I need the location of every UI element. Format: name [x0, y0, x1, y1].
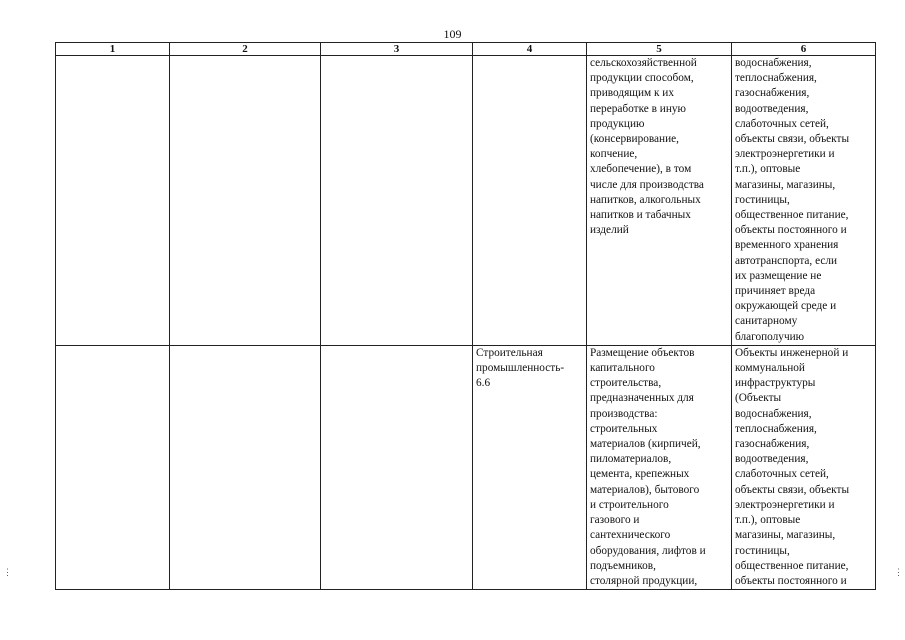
table-row	[56, 56, 876, 346]
table-cell	[473, 56, 587, 346]
table-header-row	[56, 43, 876, 56]
table-cell	[170, 345, 321, 589]
table-row	[56, 345, 876, 589]
column-header-5: 5	[587, 43, 732, 56]
table-cell	[732, 345, 876, 589]
cell-permitted-objects: водоснабжения, теплоснабжения, газоснабжения, водоотведения, слаботочных сетей, объекты связи, объекты электроэнергетики и т.п.), оптовые магазины, магазины, гостиницы, общественное питание, объекты постоянного и временного хранения автотранспорта, если их размещение не причиняет вреда окружающей среде и санитарному благополучию	[735, 57, 850, 343]
table-cell	[587, 56, 732, 346]
table-cell	[321, 345, 473, 589]
column-header-6: 6	[732, 43, 876, 56]
column-header-3: 3	[321, 43, 473, 56]
column-header-2: 2	[170, 43, 321, 56]
cell-description: Размещение объектов капитального строительства, предназначенных для производства: строительных материалов (кирпичей, пиломатериалов, цемента, крепежных материалов), бытового и строительного газового и сантехнического оборудования, лифтов и подъемников, столярной продукции,	[590, 346, 706, 587]
land-use-table	[55, 42, 876, 590]
cell-permitted-objects: Объекты инженерной и коммунальной инфраструктуры (Объекты водоснабжения, теплоснабжения, газоснабжения, водоотведения, слаботочных сетей, объекты связи, объекты электроэнергетики и т.п.), оптовые магазины, магазины, гостиницы, общественное питание, объекты постоянного и	[735, 346, 850, 587]
cell-description: сельскохозяйственной продукции способом, приводящим к их переработке в иную продукцию (консервирование, копчение, хлебопечение), в том числе для производства напитков, алкогольных напитков и табачных изделий	[590, 57, 704, 237]
scan-edge-mark-left: ⋮	[3, 567, 12, 577]
column-header-4: 4	[473, 43, 587, 56]
scan-edge-mark-right: ⋮	[894, 567, 903, 577]
cell-land-use-type: Строительная промышленность- 6.6	[476, 346, 565, 390]
column-header-1: 1	[56, 43, 170, 56]
table-cell	[56, 345, 170, 589]
table-cell	[587, 345, 732, 589]
table-cell	[56, 56, 170, 346]
table-cell	[732, 56, 876, 346]
table-cell	[170, 56, 321, 346]
table-cell	[473, 345, 587, 589]
page-number: 109	[443, 27, 462, 41]
table-cell	[321, 56, 473, 346]
